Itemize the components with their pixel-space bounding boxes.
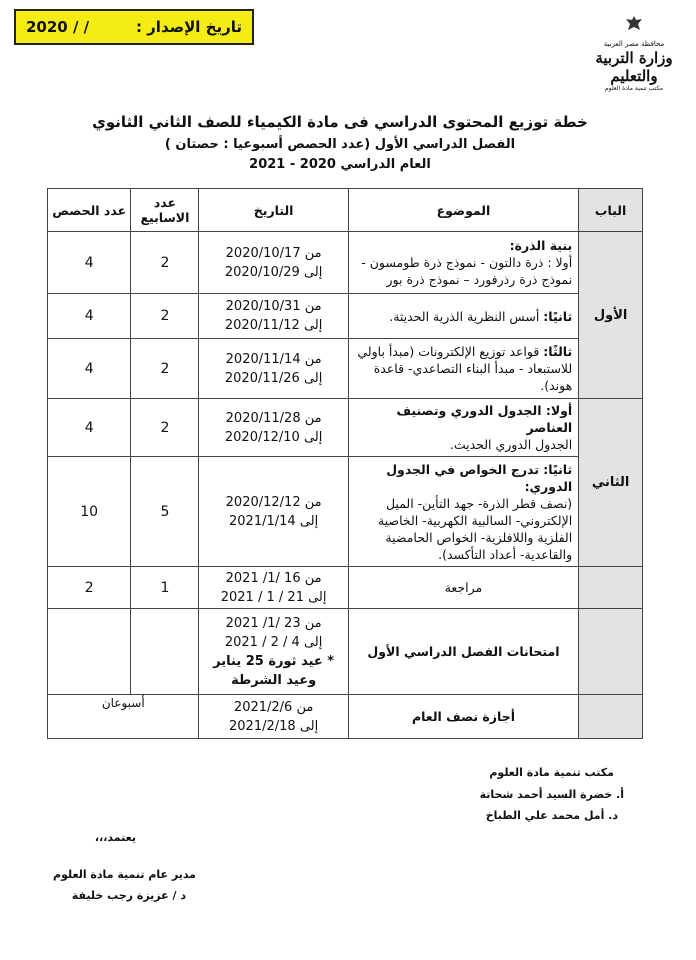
table-row — [48, 339, 643, 399]
weeks-cell: 2 — [131, 339, 199, 399]
date-cell — [199, 457, 348, 567]
header-bab: الباب — [579, 189, 643, 232]
weeks-cell: 1 — [131, 567, 199, 609]
topic-cell: أجازة نصف العام — [348, 695, 578, 739]
issue-date-label: تاريخ الإصدار : — [135, 18, 242, 36]
topic-body: أولا : ذرة دالتون - نموذج ذرة طومسون - نموذج ذرة رذرفورد – نموذج ذرة بور — [361, 255, 573, 287]
date-to: إلى 2020/11/26 — [224, 370, 323, 386]
approved-label: يعتمد،،، — [94, 831, 136, 844]
date-from: من 23 /1/ 2021 — [225, 615, 322, 631]
logo-line-3: مكتب تنمية مادة العلوم — [605, 85, 663, 92]
topic-body: أسس النظرية الذرية الحديثة. — [389, 308, 540, 324]
table-row — [48, 457, 643, 567]
topic-head: ثانيًا: تدرج الخواص في الجدول الدوري: — [386, 461, 573, 494]
table-row — [48, 294, 643, 339]
eagle-emblem-icon — [623, 14, 645, 36]
topic-head: ثانيًا: — [543, 308, 573, 324]
table-row — [48, 609, 643, 695]
chapter-empty — [579, 695, 643, 739]
header-date: التاريخ — [199, 189, 348, 232]
office-name: مكتب تنمية مادة العلوم — [489, 766, 614, 779]
director-title: مدير عام تنمية مادة العلوم — [53, 868, 196, 881]
date-from: من 2020/10/17 — [225, 245, 322, 261]
topic-head: أولا: الجدول الدوري وتصنيف العناصر — [396, 403, 573, 435]
date-to: إلى 2020/11/12 — [224, 318, 323, 333]
chapter-first: الأول — [579, 232, 643, 399]
weeks-cell: 2 — [131, 294, 199, 339]
date-from: من 2020/10/31 — [225, 299, 322, 314]
holiday-note: * عيد ثورة 25 يناير وعيد الشرطة — [213, 653, 335, 688]
topic-cell: امتحانات الفصل الدراسي الأول — [348, 609, 578, 695]
date-to: إلى 2021/1/14 — [229, 513, 319, 529]
periods-cell: 10 — [48, 457, 131, 567]
topic-body: الجدول الدوري الحديث. — [449, 437, 573, 452]
periods-cell: 4 — [48, 294, 131, 339]
issue-date-box — [14, 9, 254, 45]
date-to: إلى 2021/2/18 — [229, 718, 319, 734]
chapter-empty — [579, 567, 643, 609]
date-cell — [199, 399, 348, 457]
periods-cell: 4 — [48, 232, 131, 294]
date-cell — [199, 695, 348, 739]
topic-body: (نصف قطر الذرة- جهد التأين- الميل الإلكتروني- السالبية الكهربية- الخاصية الفلزية واللافلزية- الخواص الحامضية والقاعدية- أعداد التأكسد). — [377, 495, 573, 562]
director-name: د / عزيزة رجب خليفة — [71, 889, 186, 902]
date-cell — [199, 567, 348, 609]
table-row — [48, 567, 643, 609]
weeks-cell — [131, 609, 199, 695]
logo-line-2: وزارة التربية والتعليم — [595, 49, 673, 85]
topic-cell — [348, 294, 578, 339]
date-to: إلى 4 / 2 / 2021 — [224, 634, 323, 650]
topic-cell — [348, 457, 578, 567]
date-cell — [199, 294, 348, 339]
date-cell — [199, 339, 348, 399]
chapter-empty — [579, 609, 643, 695]
weeks-cell: 2 — [131, 399, 199, 457]
term-title: الفصل الدراسي الأول (عدد الحصص أسبوعيا : حصتان ) — [164, 137, 516, 152]
header-weeks: عدد الاسابيع — [131, 189, 199, 232]
date-from: من 2020/11/14 — [225, 351, 322, 367]
ministry-logo — [594, 14, 674, 100]
header-periods: عدد الحصص — [48, 189, 131, 232]
table-row — [48, 695, 643, 739]
periods-cell: 2 — [48, 567, 131, 609]
date-from: من 2020/12/12 — [225, 494, 322, 510]
topic-cell — [348, 339, 578, 399]
chapter-second: الثاني — [579, 399, 643, 567]
weeks-cell: 2 — [131, 232, 199, 294]
date-from: من 16 /1/ 2021 — [225, 570, 322, 586]
signatory-2: د. أمل محمد علي الطباخ — [485, 809, 618, 822]
topic-cell: مراجعة — [348, 567, 578, 609]
year-title: العام الدراسي 2020 - 2021 — [249, 157, 431, 172]
table-row — [48, 232, 643, 294]
date-to: إلى 2020/12/10 — [224, 429, 323, 445]
table-header-row — [48, 189, 643, 232]
date-to: إلى 21 / 1 / 2021 — [220, 589, 327, 605]
periods-cell: 4 — [48, 339, 131, 399]
header-topic: الموضوع — [348, 189, 578, 232]
topic-head: ثالثًا: — [543, 344, 573, 359]
date-from: من 2020/11/28 — [225, 410, 322, 426]
topic-body: قواعد توزيع الإلكترونات (مبدأ باولي للاستبعاد - مبدأ البناء التصاعدي- قاعدة هوند). — [357, 344, 573, 393]
periods-cell — [48, 609, 131, 695]
duration-cell: أسبوعان — [48, 695, 199, 739]
main-title: خطة توزيع المحتوى الدراسي فى مادة الكيمياء للصف الثاني الثانوي — [92, 113, 588, 131]
signatory-1: أ. خضرة السيد أحمد شحاتة — [479, 788, 624, 801]
topic-cell — [348, 232, 578, 294]
date-to: إلى 2020/10/29 — [224, 264, 323, 280]
content-plan-table — [47, 188, 643, 739]
date-from: من 2021/2/6 — [233, 699, 314, 715]
issue-date-value: 2020 / / — [26, 18, 90, 36]
weeks-cell: 5 — [131, 457, 199, 567]
date-cell — [199, 232, 348, 294]
logo-line-1: محافظة مصر العربية — [603, 40, 665, 48]
table-row — [48, 399, 643, 457]
periods-cell: 4 — [48, 399, 131, 457]
date-cell — [199, 609, 348, 695]
topic-cell — [348, 399, 578, 457]
topic-head: بنية الذرة: — [509, 238, 573, 253]
